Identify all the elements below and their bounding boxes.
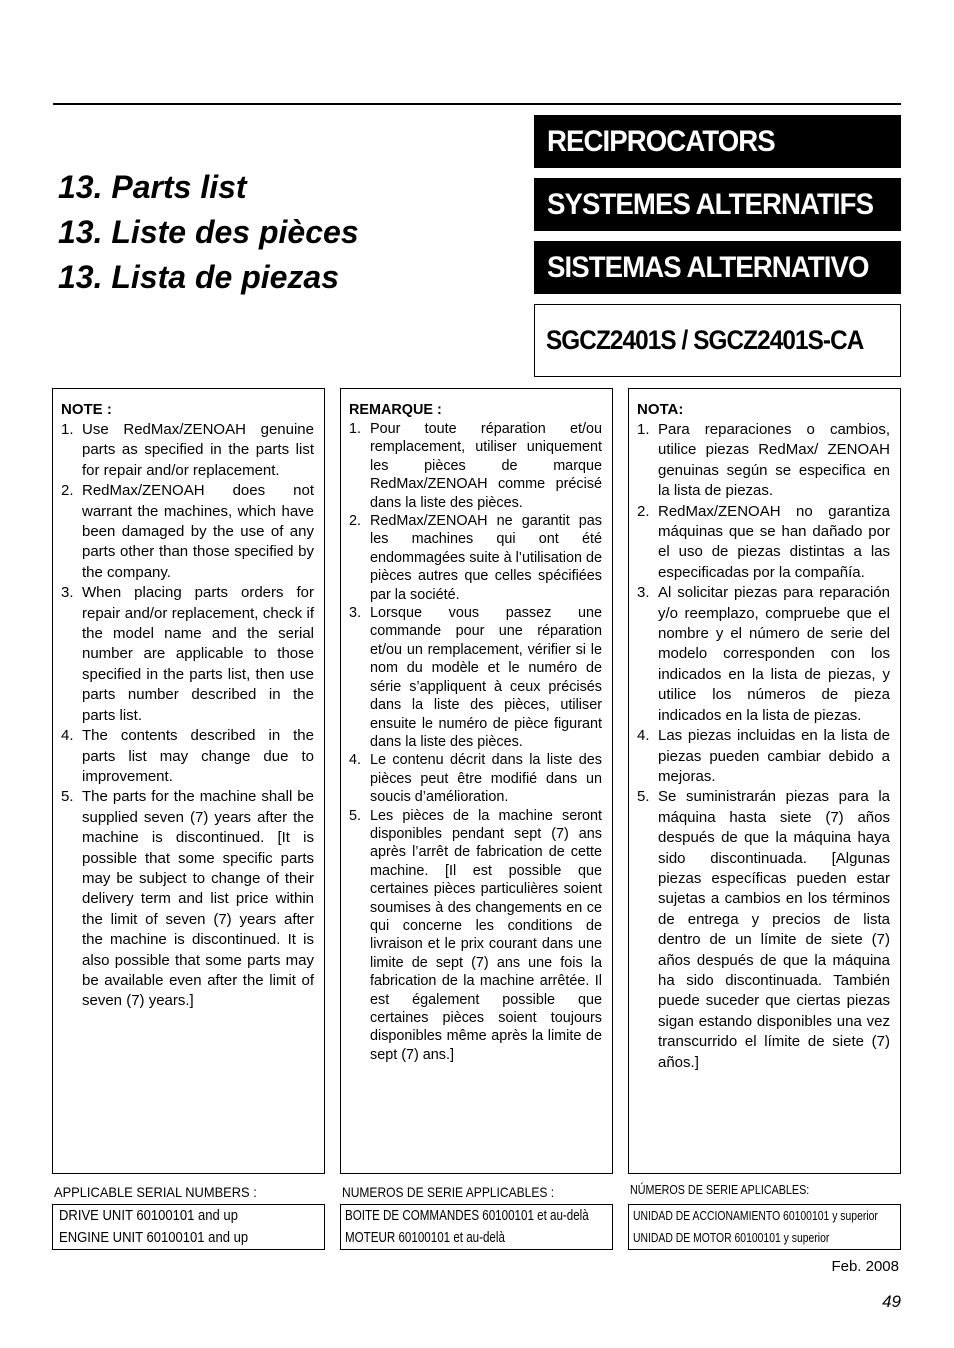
note-item: 1. Pour toute réparation et/ou remplacement, utiliser uniquement les pièces de marque RedMax/ZENOAH comme précisé dans la liste des pièces. (349, 421, 602, 511)
note-heading-fr: REMARQUE : (349, 402, 442, 418)
note-item: 5. Se suministrarán piezas para la máquina hasta siete (7) años después de que la máquina haya sido discontinuada. [Algunas piezas específicas pueden estar sujetas a cambios en los términos de entrega y precios de lista dentro de un límite de siete (7) años después de que la máquina ha sido discontinuada. También puede suceder que ciertas piezas sigan estando disponibles una vez transcurrido el límite de siete (7) años.] (637, 788, 890, 1071)
serial-label-en: APPLICABLE SERIAL NUMBERS : (54, 1184, 257, 1200)
serial-line: UNIDAD DE ACCIONAMIENTO 60100101 y superior (633, 1208, 878, 1223)
note-heading-es: NOTA: (637, 401, 684, 418)
serial-label-fr: NUMEROS DE SERIE APPLICABLES : (342, 1184, 555, 1200)
note-item: 4. Le contenu décrit dans la liste des pièces peut être modifié dans un soucis d’amélioration. (349, 752, 602, 806)
note-item: 5. The parts for the machine shall be supplied seven (7) years after the machine is discontinued. [It is possible that some specific parts may be subject to change of their delivery term and list price within the limit of seven (7) years after the machine is discontinued. It is also possible that some parts may be available even after the limit of seven (7) years.] (61, 788, 314, 1010)
note-item: 3. Al solicitar piezas para reparación y/o reemplazo, compruebe que el nombre y el número de serie del modelo corresponden con los indicados en la lista de piezas, y utilice los números de pieza indicados en la lista de piezas. (637, 584, 890, 724)
note-item: 5. Les pièces de la machine seront disponibles pendant sept (7) ans après l’arrêt de fabrication de cette machine. [Il est possible que certaines pièces particulières soient soumises à des changements en ce qui concerne les conditions de livraison et le prix courant dans une limite de sept (7) ans une fois la fabrication de la machine arrêtée. Il est également possible que certaines pièces soient toujours disponibles même après la limite de sept (7) ans.] (349, 807, 602, 1063)
serial-box-en (52, 1204, 325, 1250)
note-box-fr (340, 388, 613, 1174)
note-box-es (628, 388, 901, 1174)
note-heading-en: NOTE : (61, 401, 112, 418)
note-item: 4. Las piezas incluidas en la lista de piezas pueden cambiar debido a mejoras. (637, 727, 890, 785)
date: Feb. 2008 (831, 1258, 899, 1275)
model-box: SGCZ2401S / SGCZ2401S-CA (534, 304, 901, 377)
title-es: 13. Lista de piezas (58, 259, 340, 295)
note-box-en (52, 388, 325, 1174)
serial-line: UNIDAD DE MOTOR 60100101 y superior (633, 1230, 830, 1245)
page-number: 49 (882, 1292, 901, 1311)
serial-label-es: NÚMEROS DE SERIE APLICABLES: (630, 1183, 810, 1197)
note-item: 3. When placing parts orders for repair and/or replacement, check if the model name and the serial number are applicable to those specified in the parts list, then use parts number described in the parts list. (61, 584, 314, 724)
serial-box-es (628, 1204, 901, 1250)
band-sistemas-alternativo: SISTEMAS ALTERNATIVO (534, 241, 901, 294)
note-item: 2. RedMax/ZENOAH does not warrant the machines, which have been damaged by the use of any parts other than those specified by the company. (61, 482, 314, 581)
band-systemes-alternatifs: SYSTEMES ALTERNATIFS (534, 178, 901, 231)
serial-line: BOITE DE COMMANDES 60100101 et au-delà (345, 1208, 589, 1224)
title-en: 13. Parts list (58, 169, 247, 205)
top-rule (53, 103, 901, 105)
note-item: 1. Use RedMax/ZENOAH genuine parts as specified in the parts list for repair and/or replacement. (61, 421, 314, 479)
band-reciprocators: RECIPROCATORS (534, 115, 901, 168)
note-item: 2. RedMax/ZENOAH no garantiza máquinas que se han dañado por el uso de piezas distintas a las especificadas por la compañía. (637, 502, 890, 581)
section-titles (58, 165, 359, 300)
note-item: 2. RedMax/ZENOAH ne garantit pas les machines qui ont été endommagées suite à l’utilisation de pièces autres que celles spécifiées par la société. (349, 513, 602, 603)
note-list-es (637, 420, 890, 1073)
note-list-en (61, 420, 314, 1012)
note-item: 4. The contents described in the parts list may change due to improvement. (61, 727, 314, 785)
title-fr: 13. Liste des pièces (58, 214, 359, 250)
note-item: 3. Lorsque vous passez une commande pour une réparation et/ou un remplacement, vérifier si le nom du modèle et le numéro de série s’appliquent à ceux précisés dans la liste des pièces, utiliser ensuite le numéro de pièce figurant dans la liste des pièces. (349, 605, 602, 750)
serial-line: DRIVE UNIT 60100101 and up (59, 1208, 238, 1224)
serial-line: ENGINE UNIT 60100101 and up (59, 1230, 249, 1246)
serial-box-fr (340, 1204, 613, 1250)
note-item: 1. Para reparaciones o cambios, utilice piezas RedMax/ ZENOAH genuinas según se especifica en la lista de piezas. (637, 421, 890, 500)
serial-line: MOTEUR 60100101 et au-delà (345, 1230, 505, 1246)
note-list-fr (349, 420, 602, 1064)
